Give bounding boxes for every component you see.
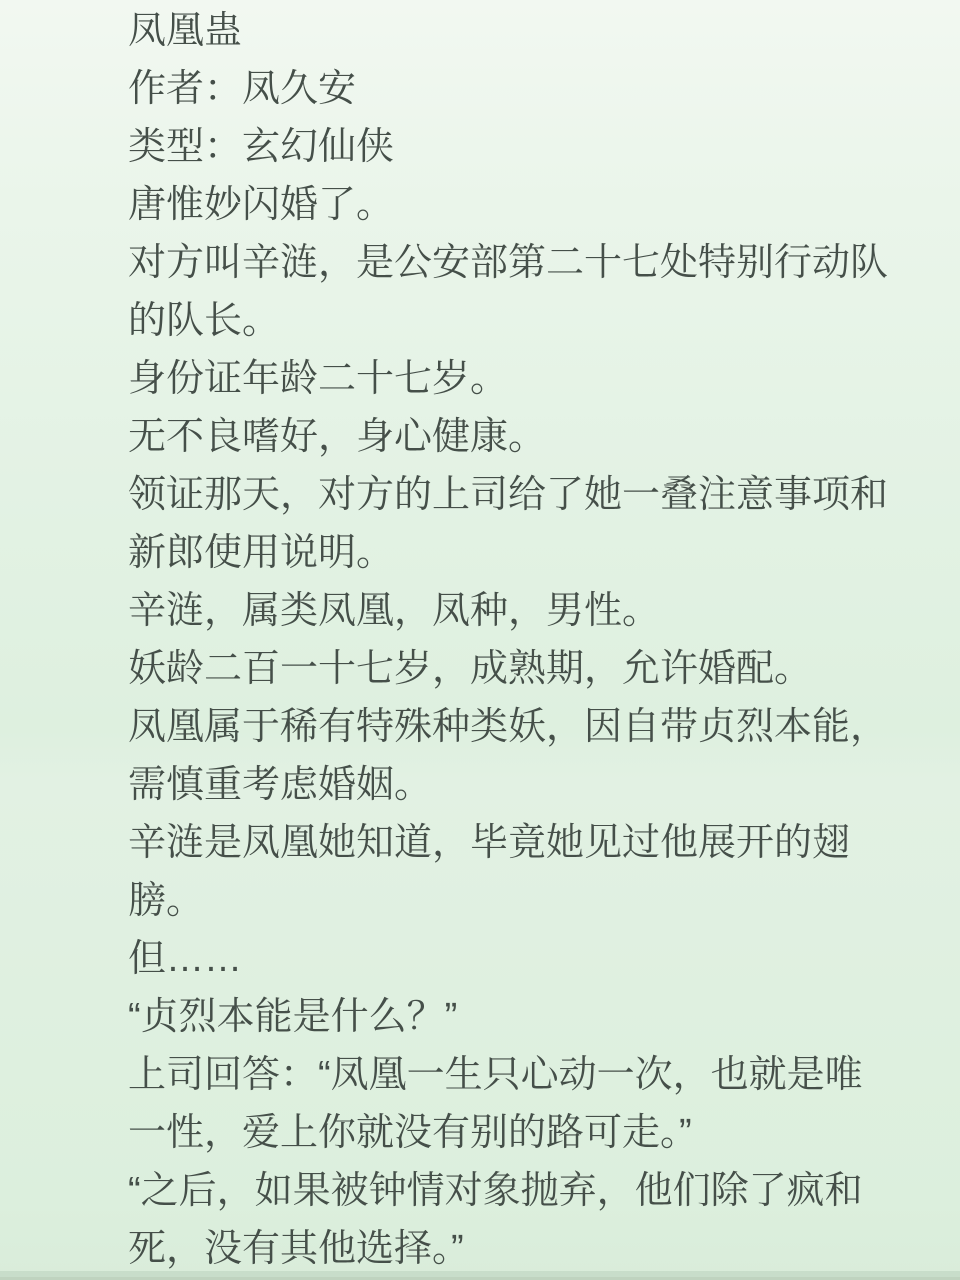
text-line: 辛涟，属类凤凰，凤种，男性。 <box>128 590 661 632</box>
text-line: 唐惟妙闪婚了。 <box>128 184 395 226</box>
text-line: 上司回答：“凤凰一生只心动一次，也就是唯 <box>128 1054 863 1096</box>
text-line: 身份证年龄二十七岁。 <box>128 358 509 400</box>
text-line: 但…… <box>128 938 243 980</box>
text-line: 凤凰属于稀有特殊种类妖，因自带贞烈本能， <box>128 706 889 748</box>
body-text <box>128 176 940 1278</box>
text-line: 一性，爱上你就没有别的路可走。” <box>128 1112 692 1154</box>
text-line: “贞烈本能是什么？” <box>128 996 458 1038</box>
text-line: 膀。 <box>128 880 205 922</box>
text-content <box>128 2 940 1278</box>
text-line: 无不良嗜好，身心健康。 <box>128 416 547 458</box>
text-line: 死，没有其他选择。” <box>128 1228 464 1270</box>
text-line: “之后，如果被钟情对象抛弃，他们除了疯和 <box>128 1170 863 1212</box>
author-line: 作者：凤久安 <box>128 68 357 110</box>
text-line: 需慎重考虑婚姻。 <box>128 764 433 806</box>
genre-line: 类型：玄幻仙侠 <box>128 126 395 168</box>
text-line: 妖龄二百一十七岁，成熟期，允许婚配。 <box>128 648 813 690</box>
text-line: 辛涟是凤凰她知道，毕竟她见过他展开的翅 <box>128 822 851 864</box>
text-line: 的队长。 <box>128 300 281 342</box>
book-title: 凤凰蛊 <box>128 10 243 52</box>
text-line: 新郎使用说明。 <box>128 532 395 574</box>
text-line: 领证那天，对方的上司给了她一叠注意事项和 <box>128 474 889 516</box>
text-line: 对方叫辛涟，是公安部第二十七处特别行动队 <box>128 242 889 284</box>
